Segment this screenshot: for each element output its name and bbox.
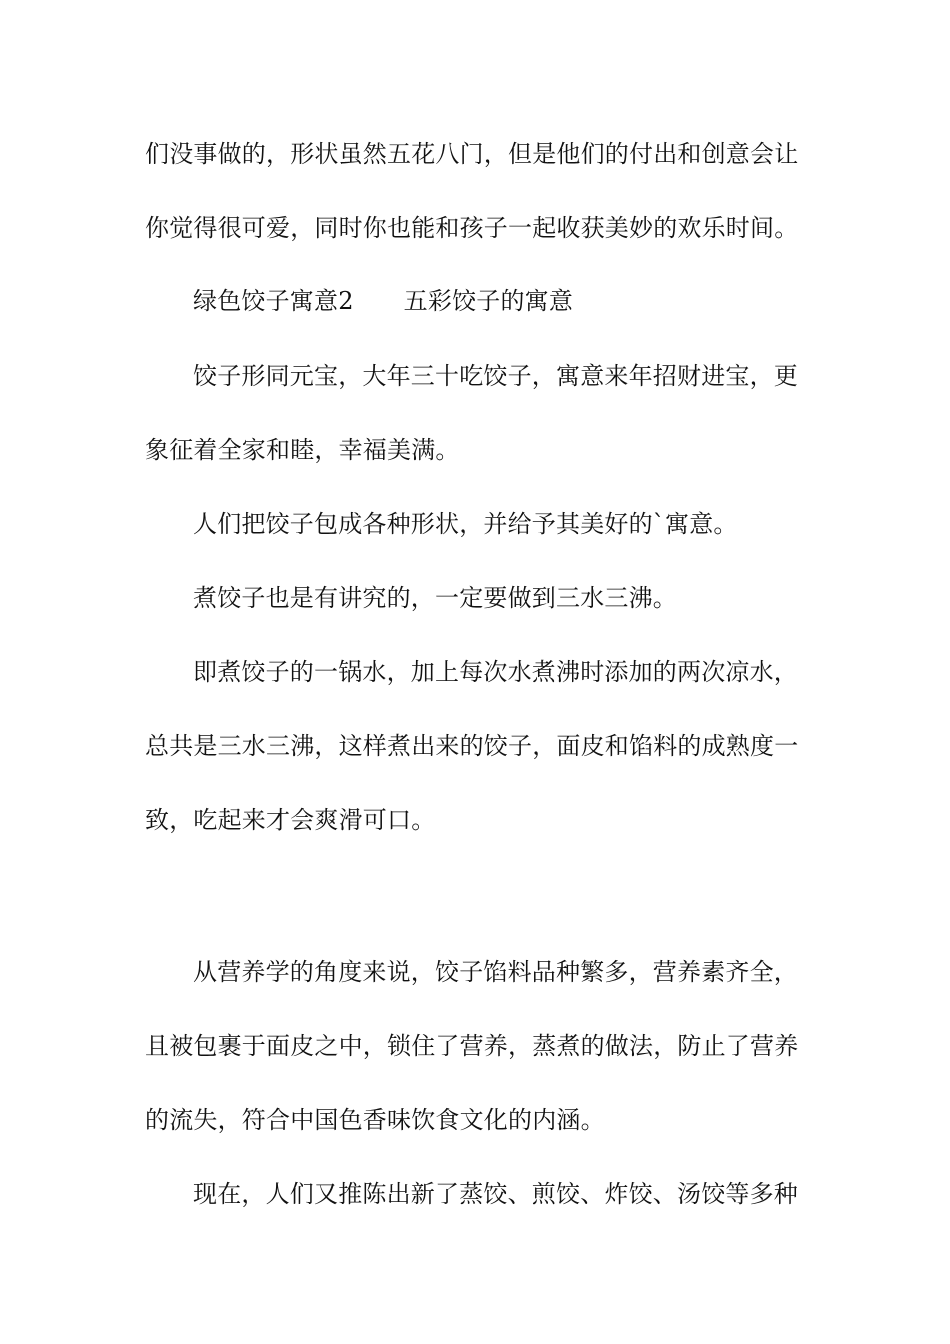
paragraph-line: 即煮饺子的一锅水，加上每次水煮沸时添加的两次凉水，: [193, 658, 798, 686]
paragraph-line: 饺子形同元宝，大年三十吃饺子，寓意来年招财进宝，更: [193, 362, 798, 390]
paragraph-line: 煮饺子也是有讲究的，一定要做到三水三沸。: [193, 584, 677, 612]
section-heading-number: 绿色饺子寓意2: [193, 287, 354, 315]
paragraph-line: 且被包裹于面皮之中，锁住了营养，蒸煮的做法，防止了营养: [145, 1032, 799, 1060]
paragraph-line: 象征着全家和睦，幸福美满。: [145, 436, 460, 464]
section-heading-title: 五彩饺子的寓意: [403, 287, 574, 315]
section-heading: [193, 285, 873, 317]
paragraph-line: 致，吃起来才会爽滑可口。: [145, 806, 436, 834]
paragraph-line: 从营养学的角度来说，饺子馅料品种繁多，营养素齐全，: [193, 958, 798, 986]
paragraph-line: 们没事做的，形状虽然五花八门，但是他们的付出和创意会让: [145, 140, 799, 168]
paragraph-line: 现在，人们又推陈出新了蒸饺、煎饺、炸饺、汤饺等多种: [193, 1180, 798, 1208]
paragraph-line: 总共是三水三沸，这样煮出来的饺子，面皮和馅料的成熟度一: [145, 732, 799, 760]
paragraph-line: 你觉得很可爱，同时你也能和孩子一起收获美妙的欢乐时间。: [145, 214, 799, 242]
paragraph-line: 的流失，符合中国色香味饮食文化的内涵。: [145, 1106, 605, 1134]
paragraph-line: 人们把饺子包成各种形状，并给予其美好的`寓意。: [193, 510, 738, 538]
